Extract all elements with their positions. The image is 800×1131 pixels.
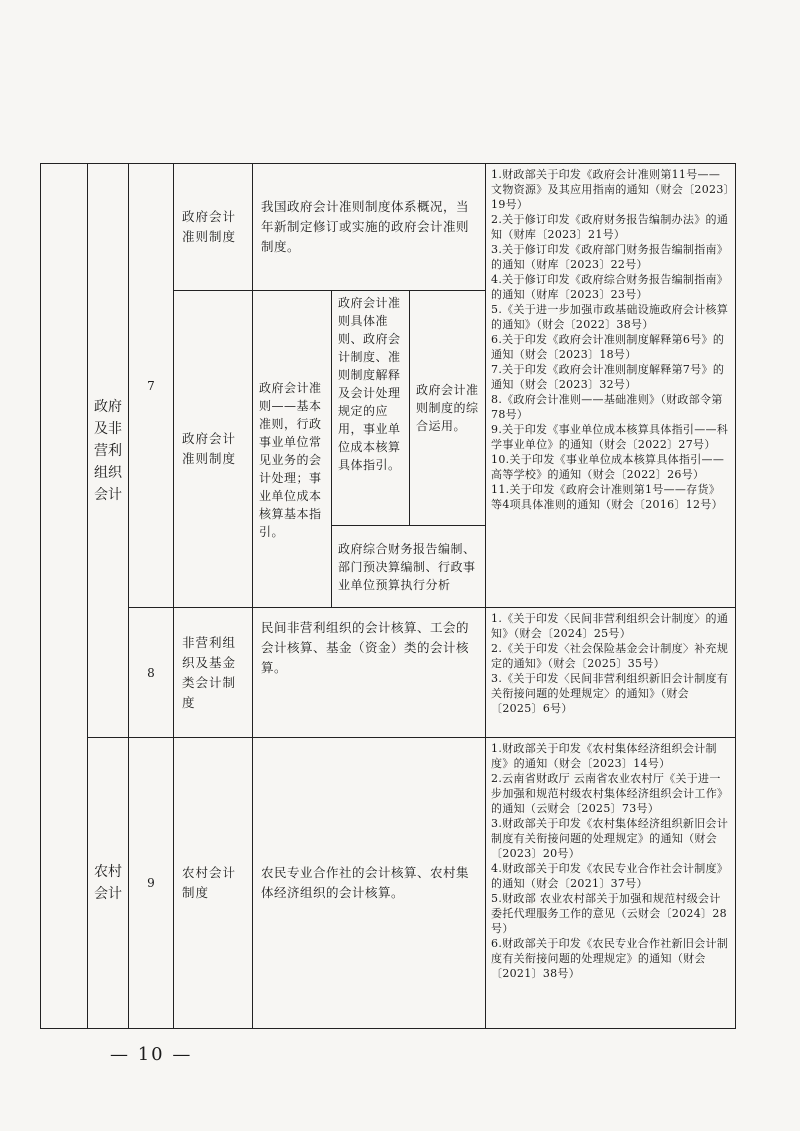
ref-item: 1.财政部关于印发《农村集体经济组织会计制度》的通知（财会〔2023〕14号）: [491, 742, 717, 770]
item-name-nonprofit: 非营利组织及基金类会计制度: [174, 608, 253, 738]
item-name-gov-standards: 政府会计准则制度: [174, 164, 253, 291]
references-rural: [486, 738, 736, 1029]
item-name-gov-standards-2: 政府会计准则制度: [174, 291, 253, 608]
category-gov-nonprofit: [88, 164, 129, 738]
ref-item: 3.关于修订印发《政府部门财务报告编制指南》的通知（财库〔2023〕22号）: [491, 243, 729, 271]
ref-item: 6.关于印发《政府会计准则制度解释第6号》的通知（财会〔2023〕18号）: [491, 333, 725, 361]
page-number: — 10 —: [110, 1044, 193, 1065]
item-name-rural: 农村会计制度: [174, 738, 253, 1029]
item-content-basic-standards: 政府会计准则——基本准则，行政事业单位常见业务的会计处理；事业单位成本核算基本指引。: [253, 291, 332, 608]
ref-item: 11.关于印发《政府会计准则第1号——存货》等4项具体准则的通知（财会〔2016〕12号）: [491, 483, 723, 511]
ref-item: 9.关于印发《事业单位成本核算具体指引——科学事业单位》的通知（财会〔2022〕27号）: [491, 423, 729, 451]
ref-item: 3.财政部关于印发《农村集体经济组织新旧会计制度有关衔接问题的处理规定》的通知（财会〔2023〕20号）: [491, 817, 729, 860]
ref-item: 4.关于修订印发《政府综合财务报告编制指南》的通知（财库〔2023〕23号）: [491, 273, 729, 301]
references-gov: [486, 164, 736, 608]
ref-item: 2.《关于印发〈社会保险基金会计制度〉补充规定的通知》（财会〔2025〕35号）: [491, 642, 729, 670]
item-sub-specific-standards: 政府会计准则具体准则、政府会计制度、准则制度解释及会计处理规定的应用，事业单位成本核算具体指引。: [332, 291, 410, 526]
ref-item: 1.财政部关于印发《政府会计准则第11号——文物资源》及其应用指南的通知（财会〔2023〕19号）: [491, 168, 730, 211]
row-number-8: 8: [129, 608, 174, 738]
item-sub-financial-report: 政府综合财务报告编制、部门预决算编制、行政事业单位预算执行分析: [332, 526, 486, 608]
ref-item: 5.财政部 农业农村部关于加强和规范村级会计委托代理服务工作的意见（云财会〔2024〕28号）: [491, 892, 727, 935]
ref-item: 5.《关于进一步加强市政基础设施政府会计核算的通知》（财会〔2022〕38号）: [491, 303, 729, 331]
row-number-9: 9: [129, 738, 174, 1029]
item-content-gov-standards: 我国政府会计准则制度体系概况，当年新制定修订或实施的政府会计准则制度。: [253, 164, 486, 291]
references-nonprofit: [486, 608, 736, 738]
ref-item: 7.关于印发《政府会计准则制度解释第7号》的通知（财会〔2023〕32号）: [491, 363, 725, 391]
category-rural: 农村会计: [88, 738, 129, 1029]
ref-item: 2.关于修订印发《政府财务报告编制办法》的通知（财库〔2023〕21号）: [491, 213, 729, 241]
table-row: [41, 164, 736, 291]
table-row: [41, 738, 736, 1029]
item-sub-comprehensive: 政府会计准则制度的综合运用。: [410, 291, 486, 526]
item-content-rural: 农民专业合作社的会计核算、农村集体经济组织的会计核算。: [253, 738, 486, 1029]
ref-item: 1.《关于印发〈民间非营利组织会计制度〉的通知》（财会〔2024〕25号）: [491, 612, 729, 640]
ref-item: 2.云南省财政厅 云南省农业农村厅《关于进一步加强和规范村级农村集体经济组织会计工作》的通知（云财会〔2025〕73号）: [491, 772, 729, 815]
category-label: 政府及非营利组织会计: [94, 398, 122, 503]
requirements-table: [40, 163, 736, 1029]
ref-item: 3.《关于印发〈民间非营利组织新旧会计制度有关衔接问题的处理规定〉的通知》（财会〔2025〕6号）: [491, 672, 729, 715]
table-row: [41, 608, 736, 738]
ref-item: 10.关于印发《事业单位成本核算具体指引——高等学校》的通知（财会〔2022〕26号）: [491, 453, 725, 481]
row-number-7: 7: [129, 164, 174, 608]
ref-item: 6.财政部关于印发《农民专业合作社新旧会计制度有关衔接问题的处理规定》的通知（财会〔2021〕38号）: [491, 937, 729, 980]
ref-item: 4.财政部关于印发《农民专业合作社会计制度》的通知（财会〔2021〕37号）: [491, 862, 729, 890]
item-content-nonprofit: 民间非营利组织的会计核算、工会的会计核算、基金（资金）类的会计核算。: [253, 608, 486, 738]
empty-cell: [41, 164, 88, 1029]
ref-item: 8.《政府会计准则——基础准则》（财政部令第78号）: [491, 393, 723, 421]
